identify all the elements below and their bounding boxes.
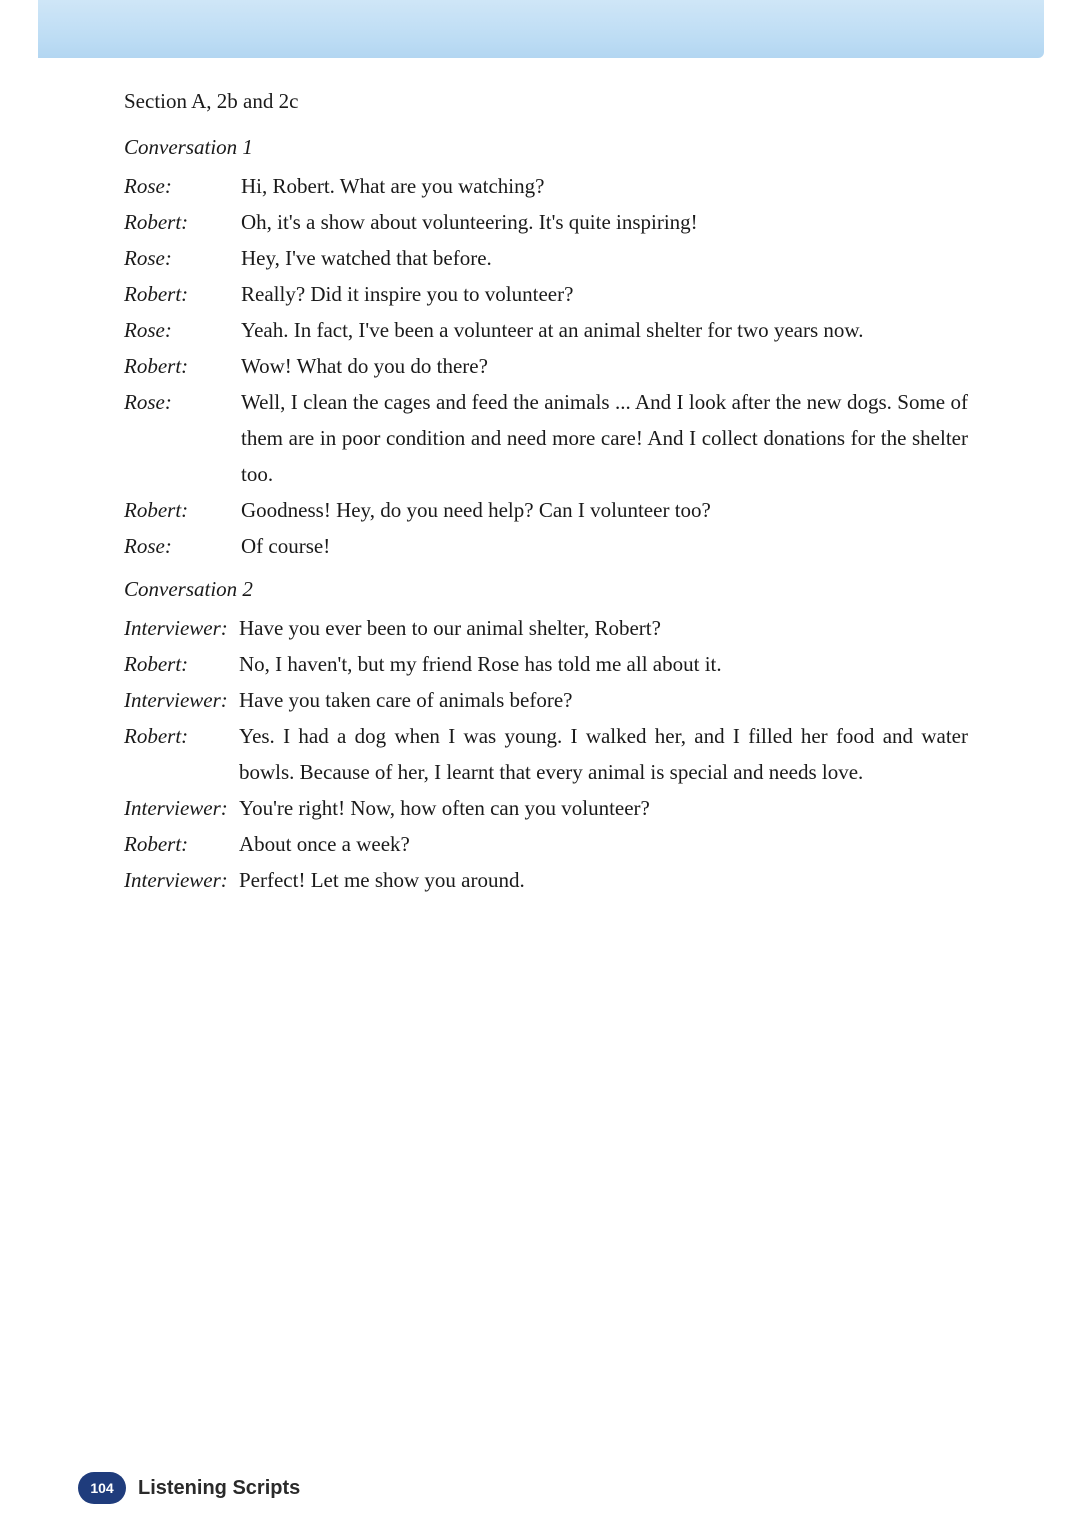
- dialogue-line: [124, 348, 974, 384]
- dialogue-line: [124, 790, 974, 826]
- dialogue-line: [124, 826, 974, 862]
- dialogue-line: [124, 276, 974, 312]
- speaker: Robert:: [124, 354, 189, 378]
- speech: You're right! Now, how often can you volunteer?: [239, 796, 650, 820]
- speech: Oh, it's a show about volunteering. It's quite inspiring!: [241, 210, 698, 234]
- speech: Well, I clean the cages and feed the animals ... And I look after the new dogs. Some of them are in poor condition and need more care! And I collect donations for the shelter too.: [241, 390, 968, 486]
- speaker: Robert:: [124, 832, 189, 856]
- conversation-2: [124, 610, 974, 898]
- speaker: Rose:: [124, 174, 172, 198]
- conversation-2-title: Conversation 2: [124, 577, 253, 601]
- speaker: Interviewer:: [124, 616, 228, 640]
- listening-script: [124, 86, 974, 898]
- dialogue-line: [124, 240, 974, 276]
- speaker: Robert:: [124, 282, 189, 306]
- speaker: Robert:: [124, 210, 189, 234]
- section-title: Section A, 2b and 2c: [124, 89, 299, 113]
- dialogue-line: [124, 646, 974, 682]
- speaker: Robert:: [124, 724, 189, 748]
- dialogue-line: [124, 492, 974, 528]
- dialogue-line: [124, 682, 974, 718]
- speech: Yeah. In fact, I've been a volunteer at an animal shelter for two years now.: [241, 318, 864, 342]
- speech: Goodness! Hey, do you need help? Can I volunteer too?: [241, 498, 711, 522]
- speech: Of course!: [241, 534, 331, 558]
- dialogue-line: [124, 528, 974, 564]
- conversation-1: [124, 168, 974, 564]
- speaker: Robert:: [124, 652, 189, 676]
- speaker: Rose:: [124, 390, 172, 414]
- footer-label: Listening Scripts: [138, 1476, 301, 1499]
- conversation-1-title: Conversation 1: [124, 135, 253, 159]
- speaker: Interviewer:: [124, 868, 228, 892]
- speech: No, I haven't, but my friend Rose has told me all about it.: [239, 652, 722, 676]
- page-number-badge: 104: [78, 1472, 126, 1504]
- header-band: [38, 0, 1044, 58]
- speaker: Robert:: [124, 498, 189, 522]
- dialogue-line: [124, 862, 974, 898]
- speech: Have you taken care of animals before?: [239, 688, 573, 712]
- dialogue-line: [124, 168, 974, 204]
- speech: About once a week?: [239, 832, 410, 856]
- speech: Hey, I've watched that before.: [241, 246, 492, 270]
- dialogue-line: [124, 384, 974, 492]
- speech: Yes. I had a dog when I was young. I walked her, and I filled her food and water bowls. Because of her, I learnt that every animal is special and needs love.: [239, 724, 968, 784]
- dialogue-line: [124, 718, 974, 790]
- speech: Have you ever been to our animal shelter, Robert?: [239, 616, 661, 640]
- speech: Really? Did it inspire you to volunteer?: [241, 282, 574, 306]
- speaker: Interviewer:: [124, 688, 228, 712]
- speech: Perfect! Let me show you around.: [239, 868, 525, 892]
- speaker: Rose:: [124, 534, 172, 558]
- speaker: Interviewer:: [124, 796, 228, 820]
- speaker: Rose:: [124, 318, 172, 342]
- speech: Wow! What do you do there?: [241, 354, 488, 378]
- dialogue-line: [124, 204, 974, 240]
- page-footer: [78, 1472, 300, 1504]
- speaker: Rose:: [124, 246, 172, 270]
- dialogue-line: [124, 312, 974, 348]
- dialogue-line: [124, 610, 974, 646]
- speech: Hi, Robert. What are you watching?: [241, 174, 545, 198]
